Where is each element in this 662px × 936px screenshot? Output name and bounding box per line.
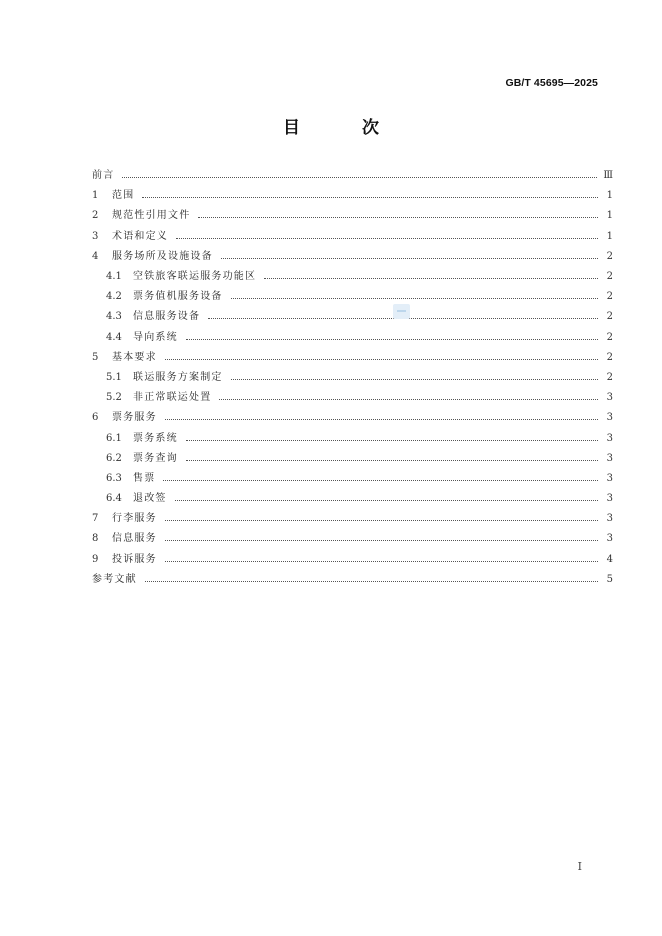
- toc-entry[interactable]: [92, 247, 613, 267]
- toc-dot-leader: [175, 499, 598, 501]
- toc-entry-page: 3: [606, 452, 613, 464]
- toc-entry-number: 6.3: [106, 472, 122, 484]
- toc-entry[interactable]: [92, 368, 613, 388]
- toc-entry-number: 5.2: [106, 392, 122, 404]
- toc-entry-title: 售票: [133, 472, 156, 484]
- toc-entry-page: 3: [606, 533, 613, 545]
- toc-dot-leader: [165, 560, 598, 562]
- toc-entry[interactable]: [92, 428, 613, 448]
- toc-dot-leader: [219, 398, 598, 400]
- toc-entry-page: 2: [606, 311, 613, 323]
- toc-entry-title: 基本要求: [112, 351, 157, 363]
- toc-entry-title: 范围: [112, 190, 135, 202]
- toc-dot-leader: [198, 216, 598, 218]
- toc-entry-number: 4.3: [106, 311, 122, 323]
- toc-entry-page: 1: [606, 230, 613, 242]
- toc-entry-number: 9: [92, 553, 99, 565]
- toc-entry-title: 票务服务: [112, 412, 157, 424]
- toc-entry-page: 2: [606, 250, 613, 262]
- toc-dot-leader: [221, 257, 598, 259]
- toc-entry-number: 6.4: [106, 493, 122, 505]
- toc-entry-page: 4: [606, 553, 613, 565]
- toc-dot-leader: [142, 196, 598, 198]
- toc-entry-number: 2: [92, 210, 99, 222]
- toc-entry[interactable]: [92, 307, 613, 327]
- toc-entry-title: 票务查询: [133, 452, 178, 464]
- toc-entry-page: 1: [606, 210, 613, 222]
- toc-entry-page: 2: [606, 351, 613, 363]
- toc-entry[interactable]: [92, 469, 613, 489]
- toc-entry-page: 2: [606, 291, 613, 303]
- toc-dot-leader: [165, 519, 598, 521]
- toc-entry-number: 1: [92, 190, 99, 202]
- toc-entry-number: 4.2: [106, 291, 122, 303]
- toc-entry-page: 3: [606, 472, 613, 484]
- toc-entry[interactable]: [92, 186, 613, 206]
- toc-entry[interactable]: [92, 489, 613, 509]
- toc-entry-title: 行李服务: [112, 513, 157, 525]
- toc-entry-number: 8: [92, 533, 99, 545]
- toc-entry-number: 4.1: [106, 271, 122, 283]
- toc-entry[interactable]: [92, 388, 613, 408]
- toc-dot-leader: [186, 459, 598, 461]
- toc-entry-title: 投诉服务: [112, 553, 157, 565]
- toc-entry[interactable]: [92, 267, 613, 287]
- toc-entry-title: 联运服务方案制定: [133, 371, 223, 383]
- toc-entry-page: 2: [606, 271, 613, 283]
- toc-entry-title: 参考文献: [92, 573, 137, 585]
- toc-entry-title: 空铁旅客联运服务功能区: [133, 271, 257, 283]
- toc-entry-title: 票务系统: [133, 432, 178, 444]
- toc-entry[interactable]: [92, 227, 613, 247]
- toc-entry[interactable]: [92, 509, 613, 529]
- toc-entry-title: 退改签: [133, 493, 167, 505]
- toc-entry[interactable]: [92, 206, 613, 226]
- page-title: 目 次: [283, 118, 407, 138]
- toc-entry-title: 服务场所及设施设备: [112, 250, 213, 262]
- toc-entry[interactable]: [92, 408, 613, 428]
- toc-dot-leader: [176, 237, 598, 239]
- toc-dot-leader: [165, 418, 598, 420]
- toc-entry-title: 术语和定义: [112, 230, 168, 242]
- toc-entry[interactable]: [92, 166, 613, 186]
- toc-entry-page: 3: [606, 432, 613, 444]
- toc-entry-number: 4.4: [106, 331, 122, 343]
- toc-entry-number: 6.2: [106, 452, 122, 464]
- toc-entry-number: 6.1: [106, 432, 122, 444]
- toc-dot-leader: [186, 439, 598, 441]
- toc-entry[interactable]: [92, 550, 613, 570]
- toc-entry-page: 3: [606, 513, 613, 525]
- toc-entry[interactable]: [92, 529, 613, 549]
- toc-entry-number: 5.1: [106, 371, 122, 383]
- toc-entry-title: 票务值机服务设备: [133, 291, 223, 303]
- toc-entry-title: 规范性引用文件: [112, 210, 191, 222]
- toc-dot-leader: [231, 297, 598, 299]
- toc-dot-leader: [163, 479, 598, 481]
- toc-entry-page: 3: [606, 412, 613, 424]
- watermark-icon: [393, 304, 410, 319]
- toc-entry-page: 2: [606, 331, 613, 343]
- toc-entry[interactable]: [92, 328, 613, 348]
- toc-entry-title: 非正常联运处置: [133, 392, 212, 404]
- toc-entry-number: 7: [92, 513, 99, 525]
- toc-entry-title: 前言: [92, 170, 115, 182]
- toc-entry-title: 导向系统: [133, 331, 178, 343]
- toc-entry-title: 信息服务: [112, 533, 157, 545]
- toc-entry-page: 3: [606, 493, 613, 505]
- toc-entry-page: 3: [606, 392, 613, 404]
- toc-entry-page: Ⅲ: [603, 170, 613, 182]
- toc-entry-number: 3: [92, 230, 99, 242]
- toc-dot-leader: [264, 277, 598, 279]
- toc-dot-leader: [122, 176, 597, 178]
- toc-entry-page: 1: [606, 190, 613, 202]
- toc-entry-number: 5: [92, 351, 99, 363]
- toc-entry-title: 信息服务设备: [133, 311, 201, 323]
- toc-entry-number: 6: [92, 412, 99, 424]
- toc-dot-leader: [186, 338, 598, 340]
- toc-entry[interactable]: [92, 287, 613, 307]
- toc-entry-number: 4: [92, 250, 99, 262]
- toc-dot-leader: [165, 539, 598, 541]
- toc-entry[interactable]: [92, 348, 613, 368]
- toc-entry[interactable]: [92, 449, 613, 469]
- toc-entry-page: 2: [606, 371, 613, 383]
- toc-dot-leader: [231, 378, 598, 380]
- toc-dot-leader: [145, 580, 598, 582]
- page-number: I: [577, 860, 582, 873]
- toc-entry-page: 5: [606, 573, 613, 585]
- toc-dot-leader: [165, 358, 598, 360]
- toc-entry[interactable]: [92, 570, 613, 590]
- document-code: GB/T 45695—2025: [505, 77, 598, 89]
- table-of-contents: [92, 166, 613, 590]
